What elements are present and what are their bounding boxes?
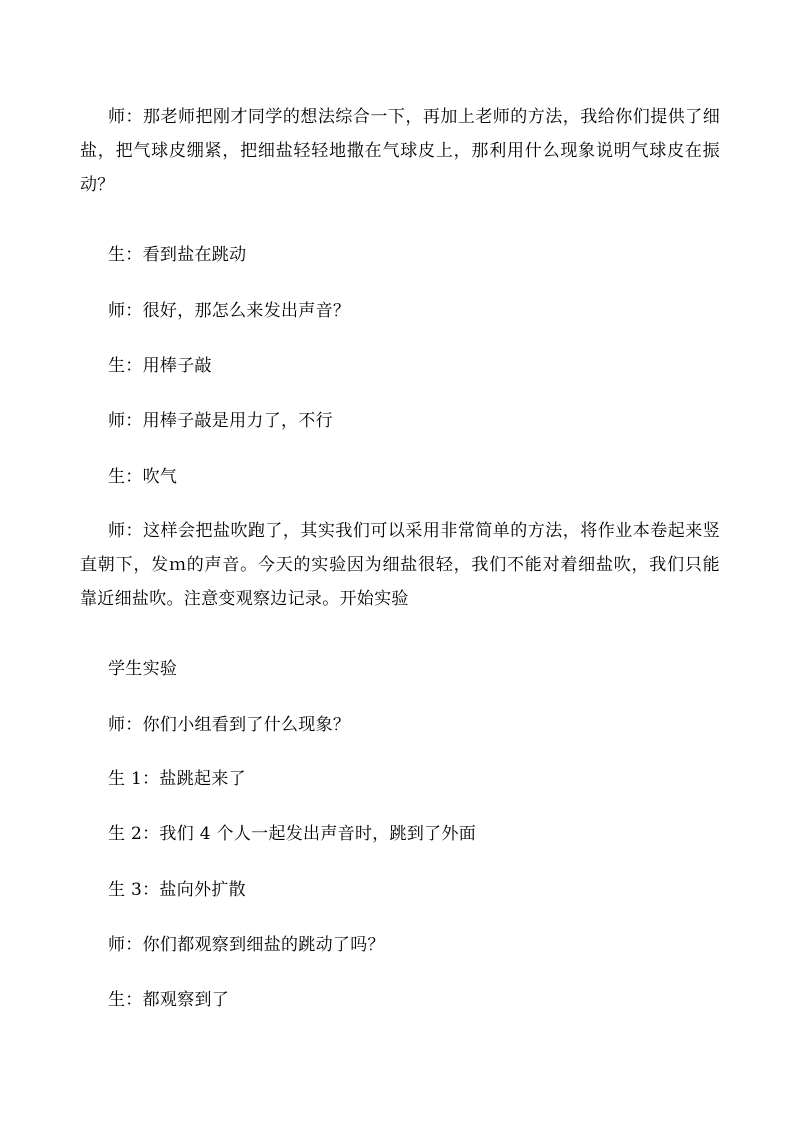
paragraph-7: 师：这样会把盐吹跑了，其实我们可以采用非常简单的方法，将作业本卷起来竖直朝下，发ｍ的声音。今天的实验因为细盐很轻，我们不能对着细盐吹，我们只能靠近细盐吹。注意变观察边记录。开始实验 [80,521,720,609]
paragraph-4: 生：用棒子敲 [108,356,212,376]
paragraph-3: 师：很好，那怎么来发出声音？ [108,301,351,321]
paragraph-1: 师：那老师把刚才同学的想法综合一下，再加上老师的方法，我给你们提供了细盐，把气球皮绷紧，把细盐轻轻地撒在气球皮上，那利用什么现象说明气球皮在振动？ [80,107,720,195]
paragraph-9: 师：你们小组看到了什么现象？ [108,715,351,735]
paragraph-14: 生：都观察到了 [108,990,230,1010]
paragraph-13: 师：你们都观察到细盐的跳动了吗？ [108,935,385,955]
paragraph-12: 生 3：盐向外扩散 [108,880,246,900]
paragraph-10: 生 1：盐跳起来了 [108,769,246,789]
paragraph-11: 生 2：我们 4 个人一起发出声音时，跳到了外面 [108,824,477,844]
paragraph-2: 生：看到盐在跳动 [108,245,247,265]
paragraph-6: 生：吹气 [108,467,178,487]
paragraph-5: 师：用棒子敲是用力了，不行 [108,411,333,431]
paragraph-8: 学生实验 [108,659,178,679]
